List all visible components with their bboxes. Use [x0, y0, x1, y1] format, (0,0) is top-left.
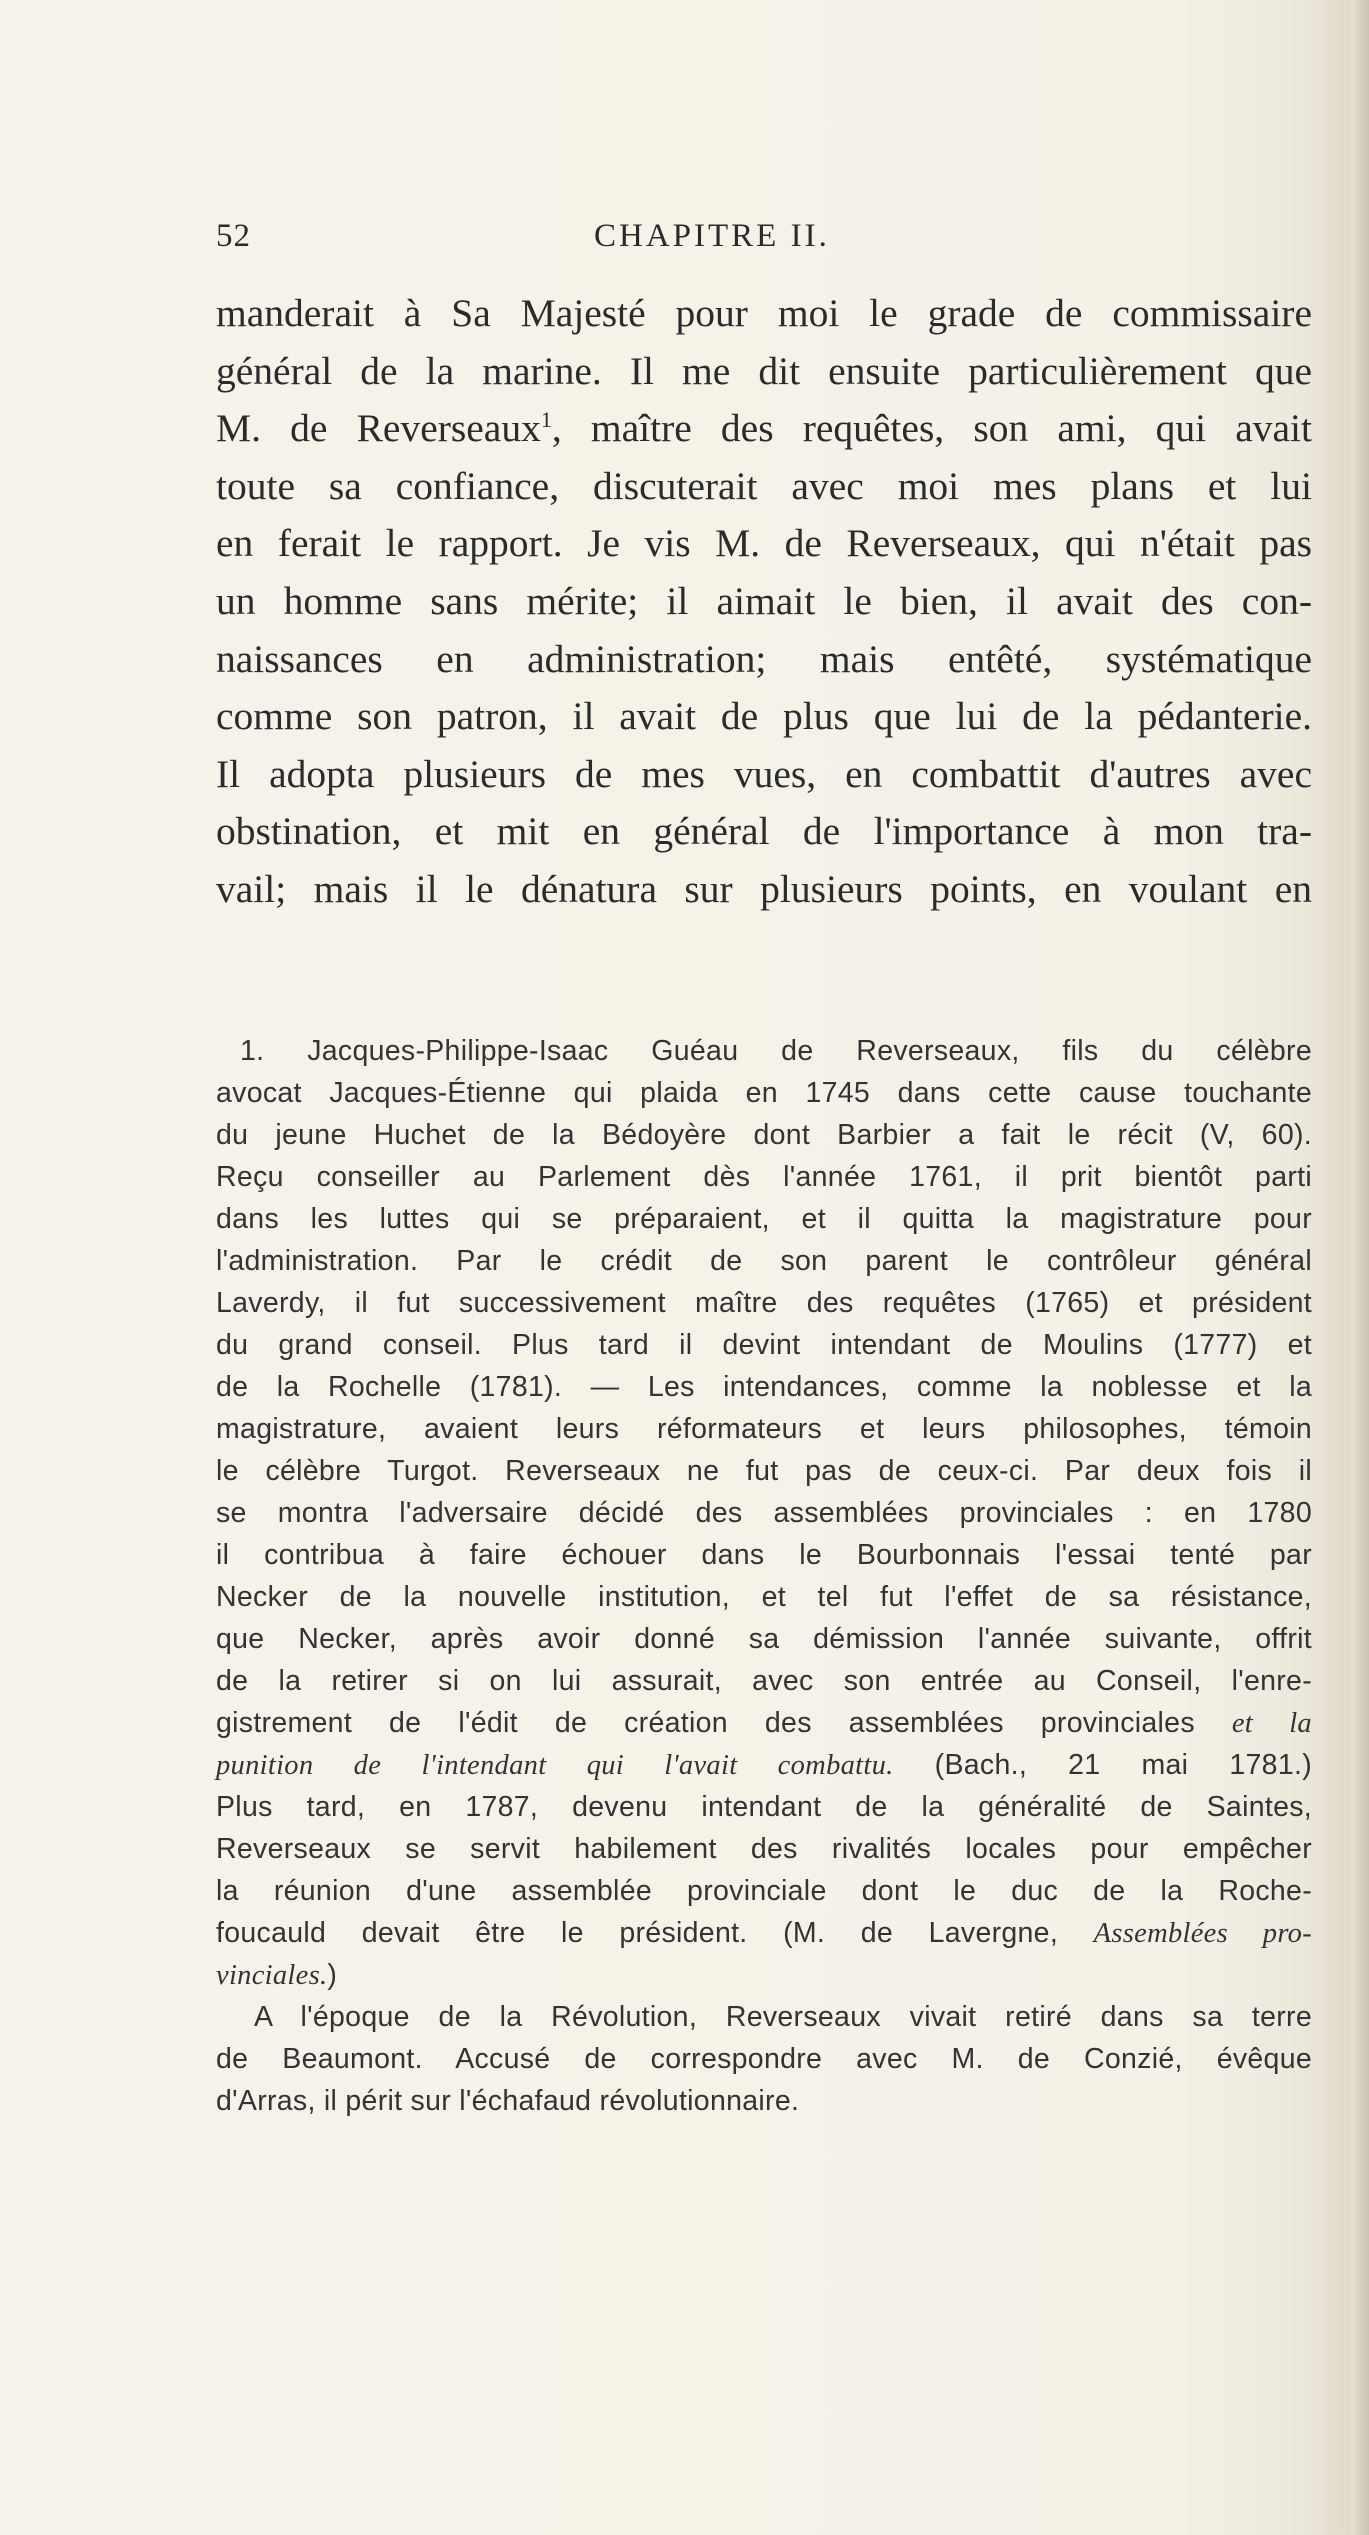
running-head: CHAPITRE II.	[594, 218, 830, 254]
footnote-line: dans les luttes qui se préparaient, et il quitta la magistrature pour	[216, 1203, 1312, 1235]
text-line: général de la marine. Il me dit ensuite particulièrement que	[216, 348, 1312, 393]
footnote-line: d'Arras, il périt sur l'échafaud révolutionnaire.	[216, 2085, 800, 2117]
footnote-line	[216, 1702, 1312, 1744]
text-line: toute sa confiance, discuterait avec moi mes plans et lui	[216, 463, 1312, 508]
footnote-line: 1. Jacques-Philippe-Isaac Guéau de Reverseaux, fils du célèbre	[240, 1035, 1312, 1067]
footnote-line: l'administration. Par le crédit de son parent le contrôleur général	[216, 1245, 1312, 1277]
footnote-line: Plus tard, en 1787, devenu intendant de la généralité de Saintes,	[216, 1791, 1312, 1823]
italic-fragment: et la	[1231, 1708, 1312, 1739]
footnote-line: de la Rochelle (1781). — Les intendances, comme la noblesse et la	[216, 1371, 1312, 1403]
text-line: Il adopta plusieurs de mes vues, en combattit d'autres avec	[216, 751, 1312, 796]
footnote	[216, 1030, 1312, 2122]
footnote-line: de Beaumont. Accusé de correspondre avec M. de Conzié, évêque	[216, 2043, 1312, 2075]
footnote-marker: 1	[540, 407, 552, 433]
main-text	[216, 285, 1312, 919]
footnote-line: se montra l'adversaire décidé des assemblées provinciales : en 1780	[216, 1497, 1312, 1529]
page-header	[216, 218, 1316, 268]
text-fragment: gistrement de l'édit de création des assemblées provinciales	[216, 1707, 1195, 1739]
footnote-line: de la retirer si on lui assurait, avec son entrée au Conseil, l'enre-	[216, 1665, 1312, 1697]
text-line: vail; mais il le dénatura sur plusieurs points, en voulant en	[216, 866, 1312, 911]
footnote-line	[216, 1954, 1312, 1996]
text-line: comme son patron, il avait de plus que lui de la pédanterie.	[216, 694, 1312, 739]
text-fragment: M. de Reverseaux	[216, 406, 541, 451]
italic-fragment: Assemblées pro-	[1093, 1918, 1313, 1949]
text-fragment: , maître des requêtes, son ami, qui avait	[551, 406, 1313, 451]
footnote-line: Reverseaux se servit habilement des rivalités locales pour empêcher	[216, 1833, 1312, 1865]
text-line: naissances en administration; mais entêté, systématique	[216, 636, 1312, 681]
footnote-line: la réunion d'une assemblée provinciale dont le duc de la Roche-	[216, 1875, 1312, 1907]
italic-fragment: vinciales.	[216, 1960, 328, 1991]
footnote-line: magistrature, avaient leurs réformateurs et leurs philosophes, témoin	[216, 1413, 1312, 1445]
italic-fragment: punition de l'intendant qui l'avait combattu.	[216, 1750, 894, 1781]
footnote-line: Reçu conseiller au Parlement dès l'année 1761, il prit bientôt parti	[216, 1161, 1312, 1193]
footnote-line: A l'époque de la Révolution, Reverseaux vivait retiré dans sa terre	[254, 2001, 1312, 2033]
footnote-line: avocat Jacques-Étienne qui plaida en 1745 dans cette cause touchante	[216, 1077, 1312, 1109]
text-fragment: (Bach., 21 mai 1781.)	[934, 1749, 1312, 1781]
footnote-line	[216, 1744, 1312, 1786]
footnote-line: que Necker, après avoir donné sa démission l'année suivante, offrit	[216, 1623, 1312, 1655]
footnote-line: du grand conseil. Plus tard il devint intendant de Moulins (1777) et	[216, 1329, 1312, 1361]
footnote-line	[216, 1912, 1312, 1954]
text-line: manderait à Sa Majesté pour moi le grade de commissaire	[216, 291, 1312, 335]
text-fragment: foucauld devait être le président. (M. de Lavergne,	[216, 1917, 1059, 1949]
text-line	[216, 400, 1312, 458]
text-line: en ferait le rapport. Je vis M. de Reverseaux, qui n'était pas	[216, 521, 1312, 566]
page-number: 52	[216, 218, 251, 254]
footnote-line: le célèbre Turgot. Reverseaux ne fut pas de ceux-ci. Par deux fois il	[216, 1455, 1312, 1487]
footnote-line: du jeune Huchet de la Bédoyère dont Barbier a fait le récit (V, 60).	[216, 1119, 1312, 1151]
text-line: obstination, et mit en général de l'importance à mon tra-	[216, 809, 1312, 854]
footnote-line: Laverdy, il fut successivement maître des requêtes (1765) et président	[216, 1287, 1312, 1319]
text-line: un homme sans mérite; il aimait le bien, il avait des con-	[216, 578, 1312, 623]
footnote-line: Necker de la nouvelle institution, et tel fut l'effet de sa résistance,	[216, 1581, 1312, 1613]
text-fragment: )	[327, 1959, 338, 1991]
page-edge	[1351, 0, 1369, 2535]
footnote-line: il contribua à faire échouer dans le Bourbonnais l'essai tenté par	[216, 1539, 1312, 1571]
